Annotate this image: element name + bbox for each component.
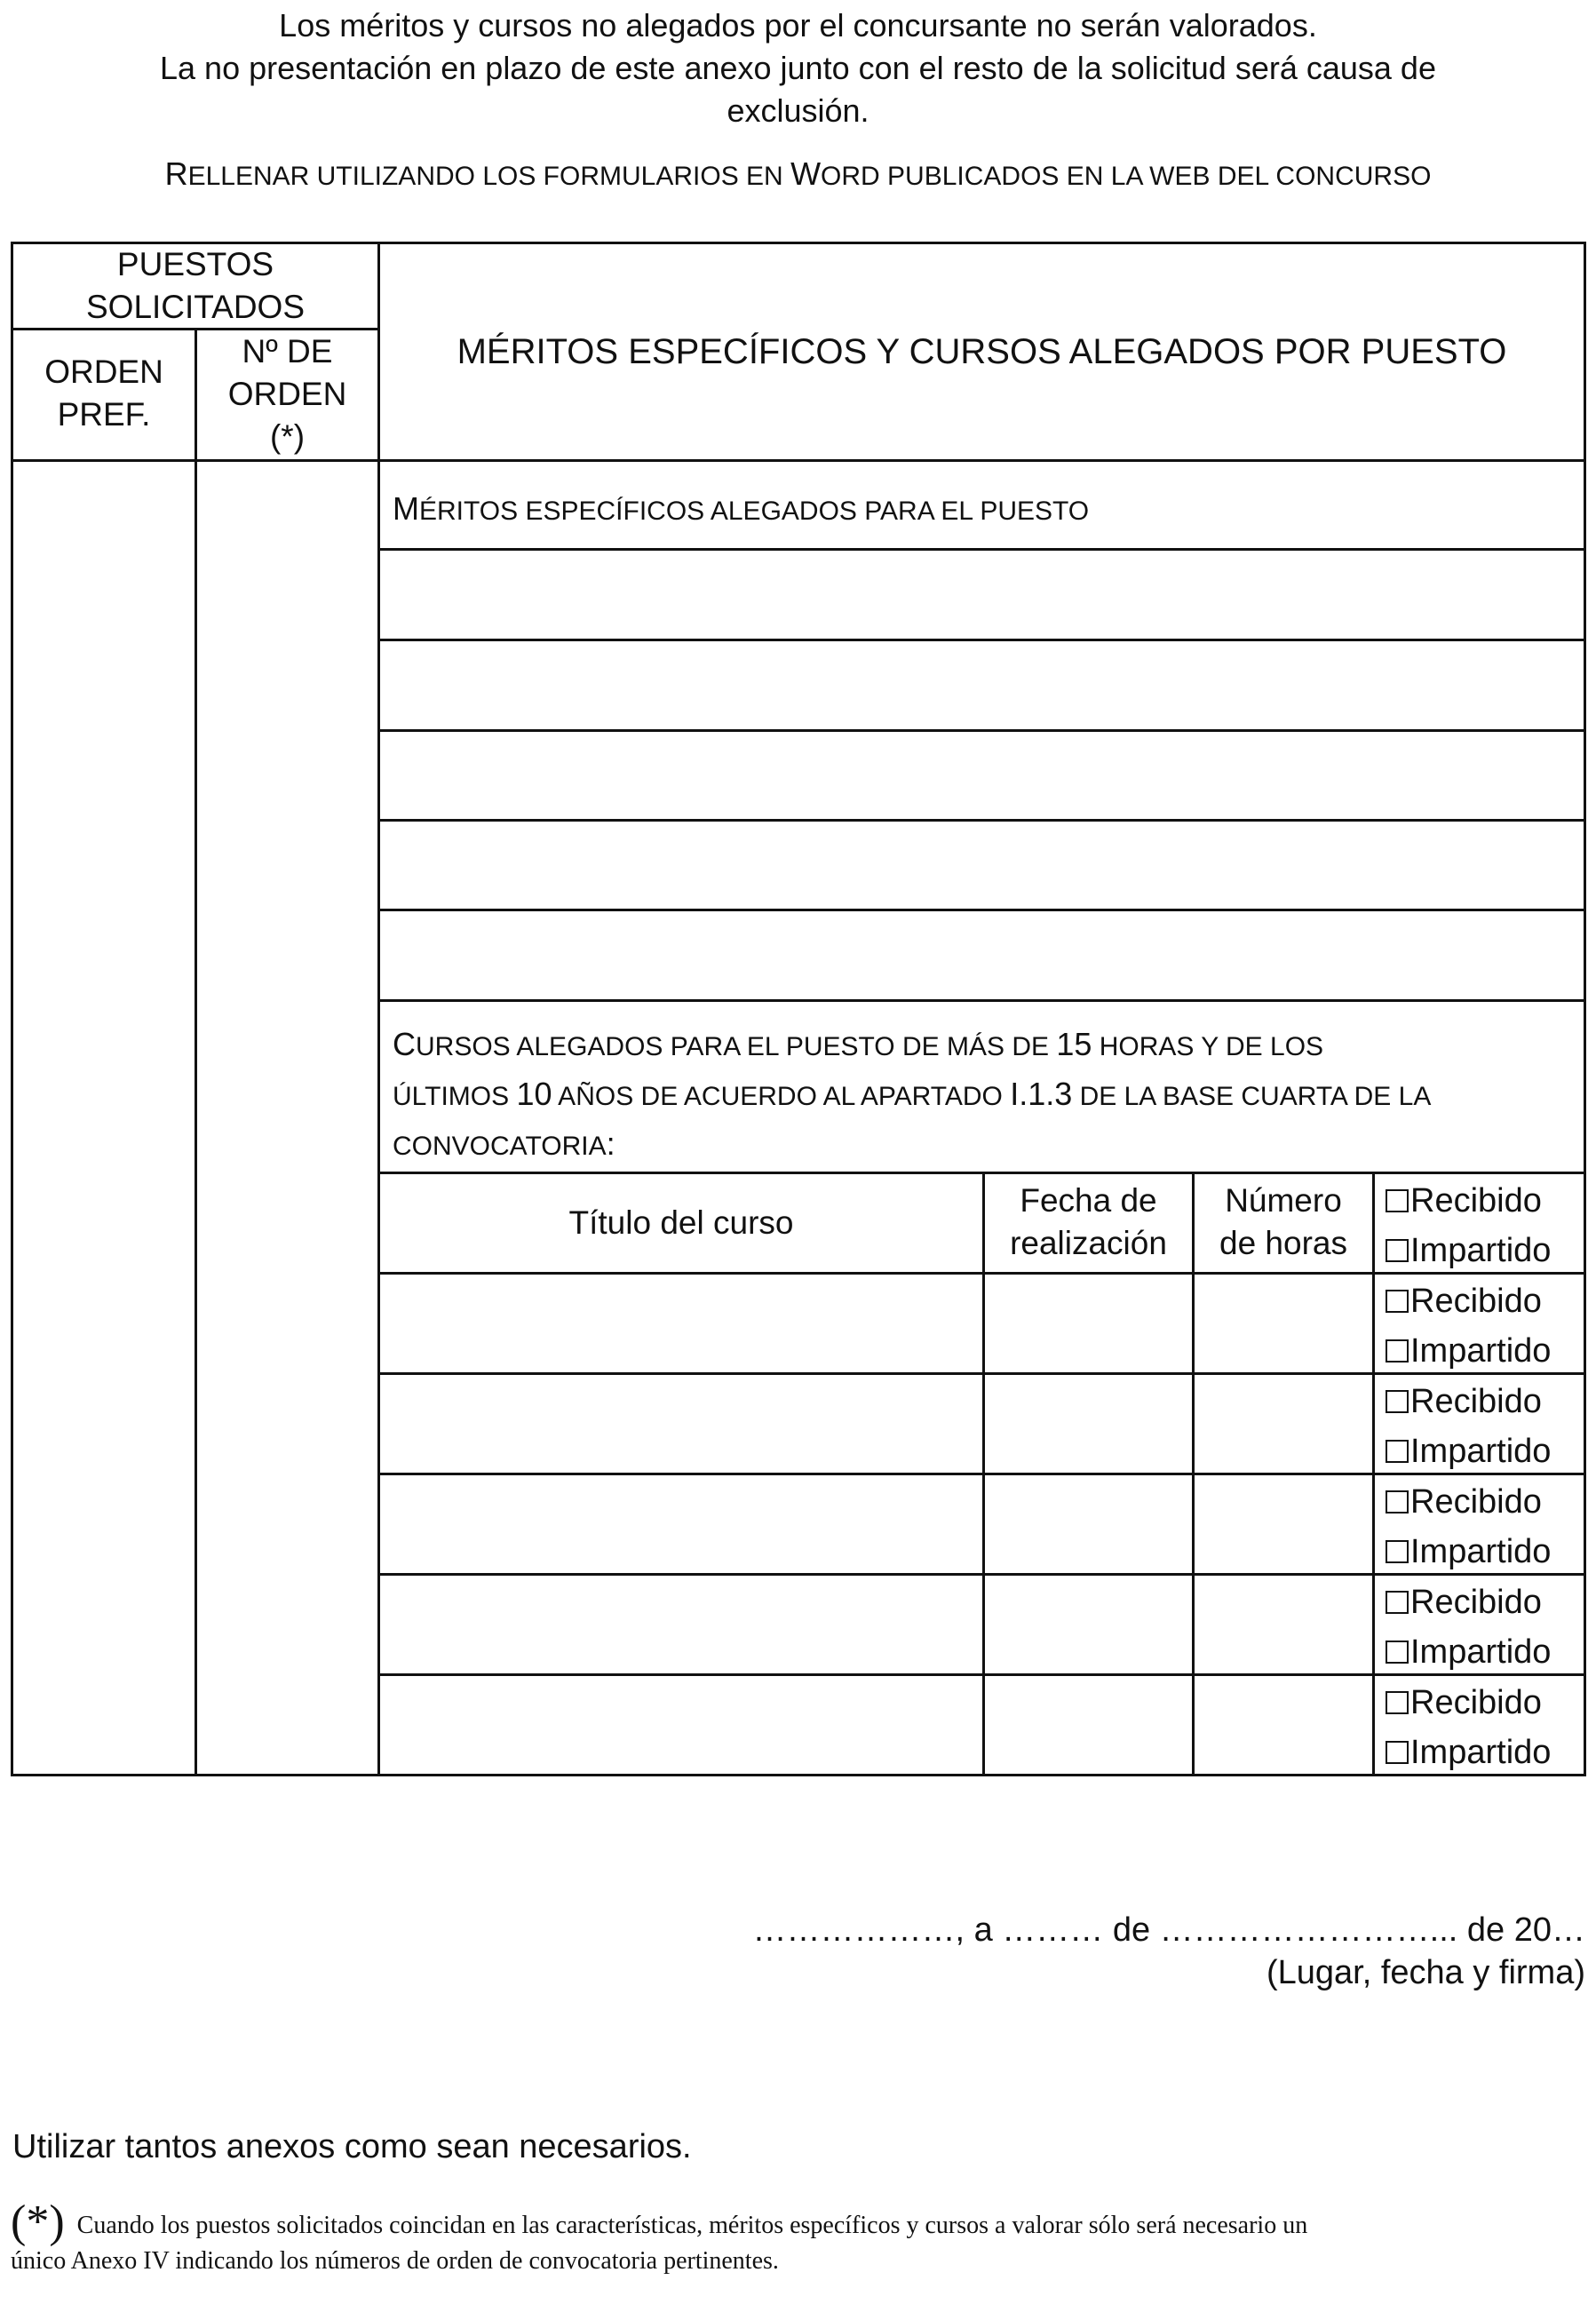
checkbox-icon[interactable] bbox=[1386, 1591, 1409, 1614]
instruction-rest-2: ORD PUBLICADOS EN LA WEB DEL CONCURSO bbox=[821, 162, 1432, 191]
cursos-cap-2: 15 bbox=[1056, 1026, 1092, 1062]
fecha-header bbox=[985, 1180, 1192, 1265]
cursos-cap-4: 10 bbox=[516, 1076, 552, 1112]
recibido-label: Recibido bbox=[1410, 1684, 1542, 1721]
impartido-option[interactable] bbox=[1386, 1326, 1551, 1376]
impartido-label: Impartido bbox=[1410, 1232, 1552, 1269]
puestos-header bbox=[13, 243, 377, 329]
merito-input-3[interactable] bbox=[380, 732, 1584, 819]
signature-line: ………………, a ……… de ……………………... de 20… bbox=[752, 1911, 1585, 1949]
intro-line-1: Los méritos y cursos no alegados por el concursante no serán valorados. bbox=[279, 7, 1317, 44]
instruction-text bbox=[0, 153, 1596, 203]
cursos-section-title bbox=[393, 1023, 1431, 1172]
merito-input-2[interactable] bbox=[380, 641, 1584, 729]
cursos-rest-5: DE LA BASE CUARTA DE LA bbox=[1072, 1082, 1432, 1111]
cursos-rest-1: URSOS ALEGADOS PARA EL PUESTO DE MÁS DE bbox=[416, 1032, 1057, 1061]
checkbox-icon[interactable] bbox=[1386, 1540, 1409, 1563]
footnote-text-1: Cuando los puestos solicitados coincidan en las características, méritos específicos y cursos a valorar sólo será necesario un bbox=[76, 2212, 1308, 2239]
footnote-asterisk: (*) bbox=[11, 2197, 65, 2247]
recibido-option[interactable] bbox=[1386, 1377, 1551, 1426]
table-right-border bbox=[1584, 242, 1586, 1776]
checkbox-icon[interactable] bbox=[1386, 1641, 1409, 1664]
fecha-header-line-1: Fecha de bbox=[1020, 1182, 1157, 1219]
cursos-cap-1: C bbox=[393, 1026, 416, 1062]
num-orden-line-2: ORDEN bbox=[227, 376, 347, 412]
merito-input-1[interactable] bbox=[380, 551, 1584, 639]
cursos-cap-5: I.1.3 bbox=[1010, 1076, 1073, 1112]
impartido-label: Impartido bbox=[1410, 1332, 1552, 1370]
meritos-section-rest: ÉRITOS ESPECÍFICOS ALEGADOS PARA EL PUESTO bbox=[419, 497, 1090, 526]
meritos-main-header: MÉRITOS ESPECÍFICOS Y CURSOS ALEGADOS POR PUESTO bbox=[457, 332, 1507, 371]
impartido-option[interactable] bbox=[1386, 1226, 1551, 1275]
orden-pref-input[interactable] bbox=[13, 462, 195, 1774]
meritos-section-cap: M bbox=[393, 490, 419, 527]
puestos-header-line-1: PUESTOS bbox=[116, 246, 274, 282]
signature-caption: (Lugar, fecha y firma) bbox=[1266, 1954, 1585, 1991]
cursos-rest-2: HORAS Y DE LOS bbox=[1092, 1032, 1324, 1061]
impartido-label: Impartido bbox=[1410, 1633, 1552, 1671]
impartido-option[interactable] bbox=[1386, 1426, 1551, 1476]
recibido-label: Recibido bbox=[1410, 1383, 1542, 1420]
recibido-label: Recibido bbox=[1410, 1483, 1542, 1521]
recibido-option[interactable] bbox=[1386, 1477, 1551, 1527]
checkbox-group-3 bbox=[1386, 1377, 1551, 1476]
orden-pref-line-2: PREF. bbox=[57, 396, 151, 433]
recibido-option[interactable] bbox=[1386, 1276, 1551, 1326]
fecha-header-line-2: realización bbox=[1010, 1225, 1167, 1261]
recibido-option[interactable] bbox=[1386, 1577, 1551, 1627]
impartido-option[interactable] bbox=[1386, 1627, 1551, 1677]
recibido-option[interactable] bbox=[1386, 1176, 1551, 1226]
intro-line-3: exclusión. bbox=[727, 92, 869, 129]
cursos-rest-3: ÚLTIMOS bbox=[393, 1082, 517, 1111]
cursos-title-line-2 bbox=[393, 1073, 1431, 1123]
impartido-label: Impartido bbox=[1410, 1433, 1552, 1470]
checkbox-icon[interactable] bbox=[1386, 1290, 1409, 1313]
checkbox-icon[interactable] bbox=[1386, 1490, 1409, 1513]
checkbox-group-1 bbox=[1386, 1176, 1551, 1275]
horas-header-line-1: Número bbox=[1225, 1182, 1342, 1219]
orden-pref-header bbox=[13, 351, 195, 436]
cursos-rest-4: AÑOS DE ACUERDO AL APARTADO bbox=[552, 1082, 1011, 1111]
num-orden-line-1: Nº DE bbox=[242, 333, 333, 369]
checkbox-icon[interactable] bbox=[1386, 1440, 1409, 1463]
impartido-label: Impartido bbox=[1410, 1734, 1552, 1771]
checkbox-group-6 bbox=[1386, 1678, 1551, 1777]
cursos-col-divider-3 bbox=[1372, 1172, 1375, 1776]
checkbox-icon[interactable] bbox=[1386, 1239, 1409, 1262]
checkbox-icon[interactable] bbox=[1386, 1390, 1409, 1413]
recibido-label: Recibido bbox=[1410, 1283, 1542, 1320]
checkbox-group-5 bbox=[1386, 1577, 1551, 1677]
titulo-curso-header: Título del curso bbox=[568, 1204, 794, 1241]
checkbox-group-2 bbox=[1386, 1276, 1551, 1376]
instruction-rest-1: ELLENAR UTILIZANDO LOS FORMULARIOS EN bbox=[187, 162, 791, 191]
cursos-rest-6: CONVOCATORIA bbox=[393, 1132, 607, 1161]
recibido-label: Recibido bbox=[1410, 1584, 1542, 1621]
footnote-line-2: único Anexo IV indicando los números de orden de convocatoria pertinentes. bbox=[11, 2247, 779, 2275]
orden-pref-line-1: ORDEN bbox=[44, 354, 163, 390]
recibido-option[interactable] bbox=[1386, 1678, 1551, 1728]
cursos-title-line-1 bbox=[393, 1023, 1431, 1073]
checkbox-icon[interactable] bbox=[1386, 1189, 1409, 1212]
instruction-cap-1: R bbox=[164, 155, 188, 192]
recibido-label: Recibido bbox=[1410, 1182, 1542, 1220]
meritos-section-title bbox=[393, 488, 1089, 537]
merito-input-5[interactable] bbox=[380, 911, 1584, 999]
cursos-cap-7: : bbox=[606, 1125, 615, 1162]
horas-header-line-2: de horas bbox=[1219, 1225, 1347, 1261]
impartido-option[interactable] bbox=[1386, 1527, 1551, 1577]
cursos-title-line-3 bbox=[393, 1123, 1431, 1172]
num-orden-input[interactable] bbox=[197, 462, 377, 1774]
num-orden-line-3: (*) bbox=[269, 418, 306, 455]
puestos-header-line-2: SOLICITADOS bbox=[85, 289, 306, 325]
intro-line-2: La no presentación en plazo de este anexo junto con el resto de la solicitud será causa de bbox=[160, 50, 1436, 86]
meritos-row-line-6 bbox=[377, 999, 1586, 1002]
checkbox-icon[interactable] bbox=[1386, 1741, 1409, 1764]
table-bottom-border bbox=[11, 1774, 1586, 1776]
impartido-label: Impartido bbox=[1410, 1533, 1552, 1570]
merito-input-4[interactable] bbox=[380, 822, 1584, 909]
checkbox-icon[interactable] bbox=[1386, 1339, 1409, 1363]
footnote-line-1 bbox=[11, 2197, 1584, 2247]
impartido-option[interactable] bbox=[1386, 1728, 1551, 1777]
footnote bbox=[11, 2197, 1584, 2279]
checkbox-group-4 bbox=[1386, 1477, 1551, 1577]
num-orden-header bbox=[197, 330, 377, 458]
utilizar-note: Utilizar tantos anexos como sean necesarios. bbox=[12, 2128, 692, 2165]
instruction-cap-2: W bbox=[790, 155, 822, 192]
checkbox-icon[interactable] bbox=[1386, 1691, 1409, 1714]
col-divider-2 bbox=[377, 242, 380, 1776]
horas-header bbox=[1195, 1180, 1372, 1265]
